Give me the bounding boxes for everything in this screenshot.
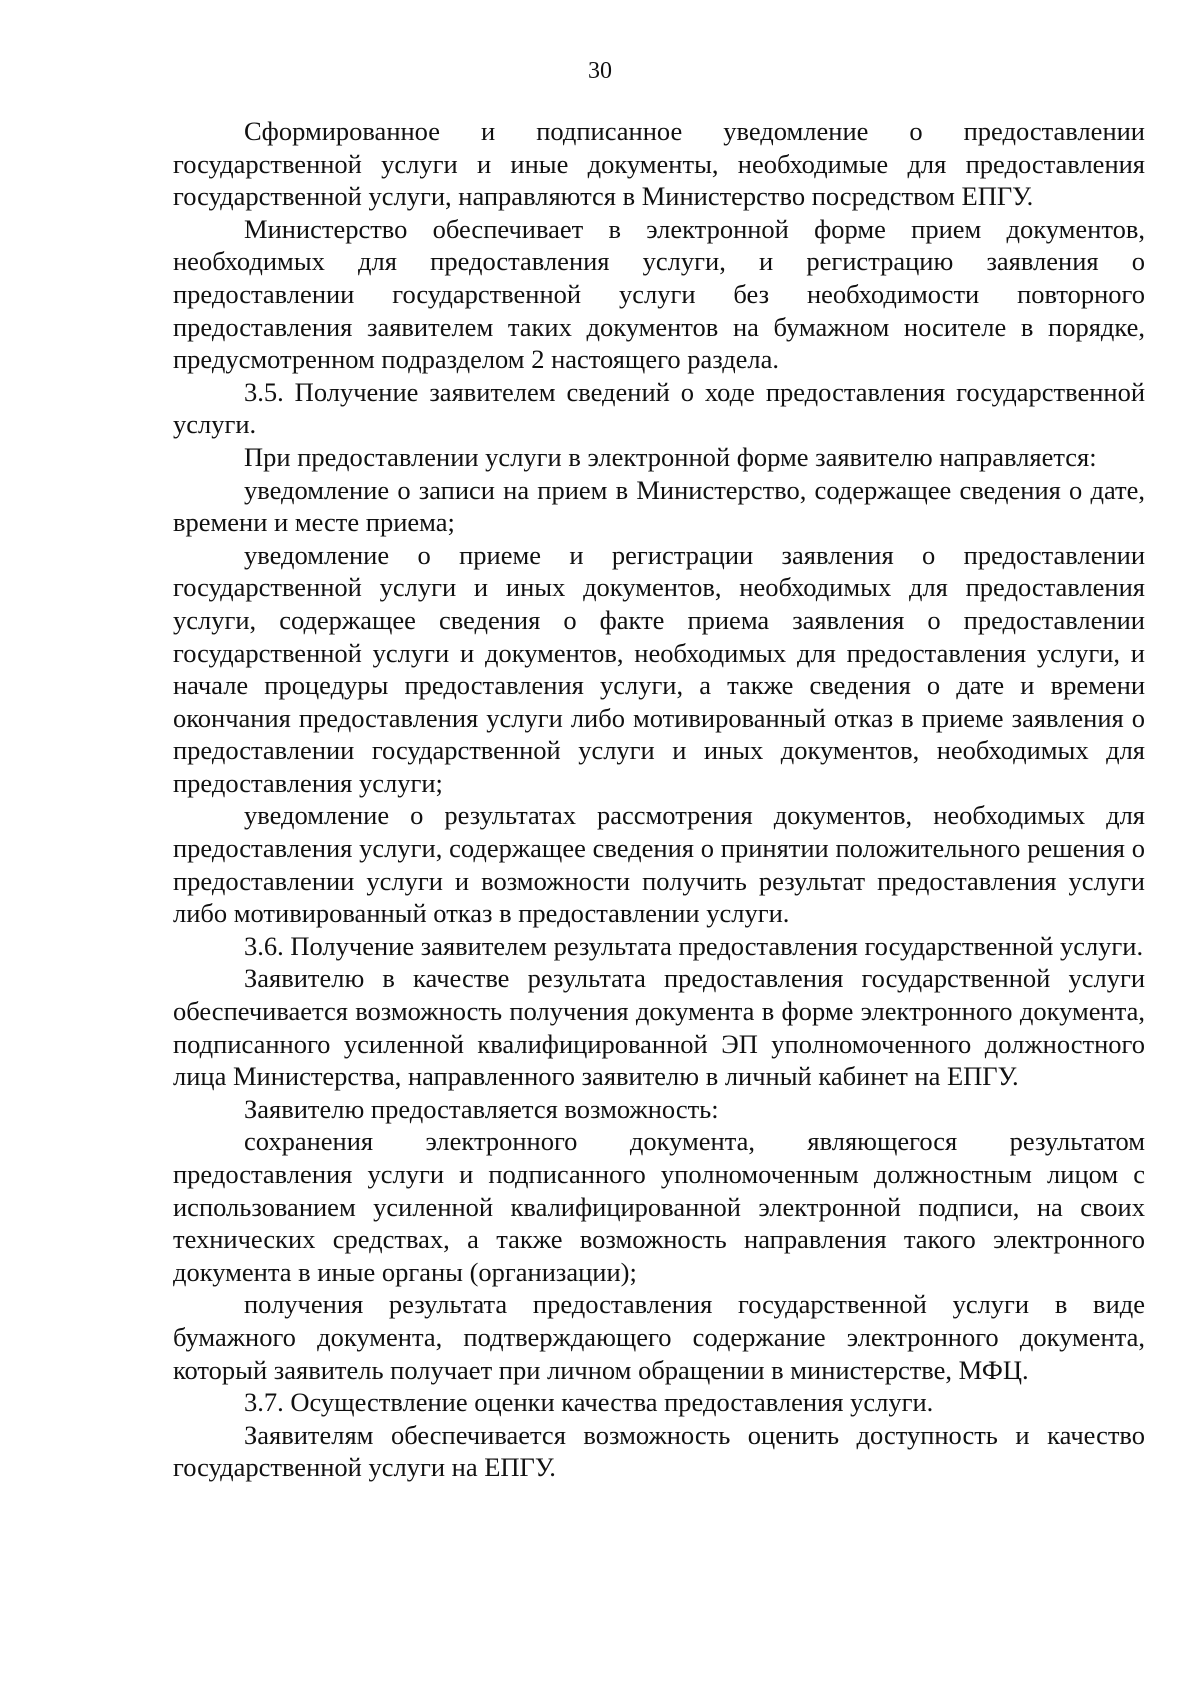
paragraph-quality-evaluation: Заявителям обеспечивается возможность оценить доступность и качество государственной услуги на ЕПГУ. [173,1419,1145,1483]
section-heading-3-5: 3.5. Получение заявителем сведений о ходе предоставления государственной услуги. [173,376,1145,440]
paragraph-notification-sent: Сформированное и подписанное уведомление о предоставлении государственной услуги и иные документы, необходимые для предоставления государственной услуги, направляются в Министерство посредством ЕПГУ. [173,116,1145,212]
section-heading-3-6: 3.6. Получение заявителем результата предоставления государственной услуги. [244,930,1144,961]
paragraph-applicant-possibility: Заявителю предоставляется возможность: [244,1093,719,1124]
paragraph-ministry-accepts-documents: Министерство обеспечивает в электронной форме прием документов, необходимых для предоставления услуги, и регистрацию заявления о предоставлении государственной услуги без необходимости повторного предоставления заявителем таких документов на бумажном носителе в порядке, предусмотренном подразделом 2 настоящего раздела. [173,213,1145,375]
list-item-appointment-notice: уведомление о записи на прием в Министерство, содержащее сведения о дате, времени и месте приема; [173,474,1145,538]
list-item-registration-notice: уведомление о приеме и регистрации заявления о предоставлении государственной услуги и иных документов, необходимых для предоставления услуги, содержащее сведения о факте приема заявления о предоставлении государственной услуги и документов, необходимых для предоставления услуги, и начале процедуры предоставления услуги, а также сведения о дате и времени окончания предоставления услуги либо мотивированный отказ в приеме заявления о предоставлении государственной услуги и иных документов, необходимых для предоставления услуги; [173,539,1145,798]
list-item-save-document: сохранения электронного документа, являющегося результатом предоставления услуги и подписанного уполномоченным должностным лицом с использованием усиленной квалифицированной электронной подписи, на своих технических средствах, а также возможность направления такого электронного документа в иные органы (организации); [173,1126,1145,1287]
document-body [173,115,1145,1484]
paragraph-result-document: Заявителю в качестве результата предоставления государственной услуги обеспечивается возможность получения документа в форме электронного документа, подписанного усиленной квалифицированной ЭП уполномоченного должностного лица Министерства, направленного заявителю в личный кабинет на ЕПГУ. [173,963,1145,1092]
page-number: 30 [588,58,612,84]
section-heading-3-7: 3.7. Осуществление оценки качества предоставления услуги. [244,1387,934,1418]
list-item-paper-document: получения результата предоставления государственной услуги в виде бумажного документа, подтверждающего содержание электронного документа, который заявитель получает при личном обращении в министерстве, МФЦ. [173,1289,1145,1385]
list-item-result-notice: уведомление о результатах рассмотрения документов, необходимых для предоставления услуги, содержащее сведения о принятии положительного решения о предоставлении услуги и возможности получить результат предоставления услуги либо мотивированный отказ в предоставлении услуги. [173,800,1145,929]
paragraph-electronic-form-sent: При предоставлении услуги в электронной форме заявителю направляется: [244,441,1097,472]
